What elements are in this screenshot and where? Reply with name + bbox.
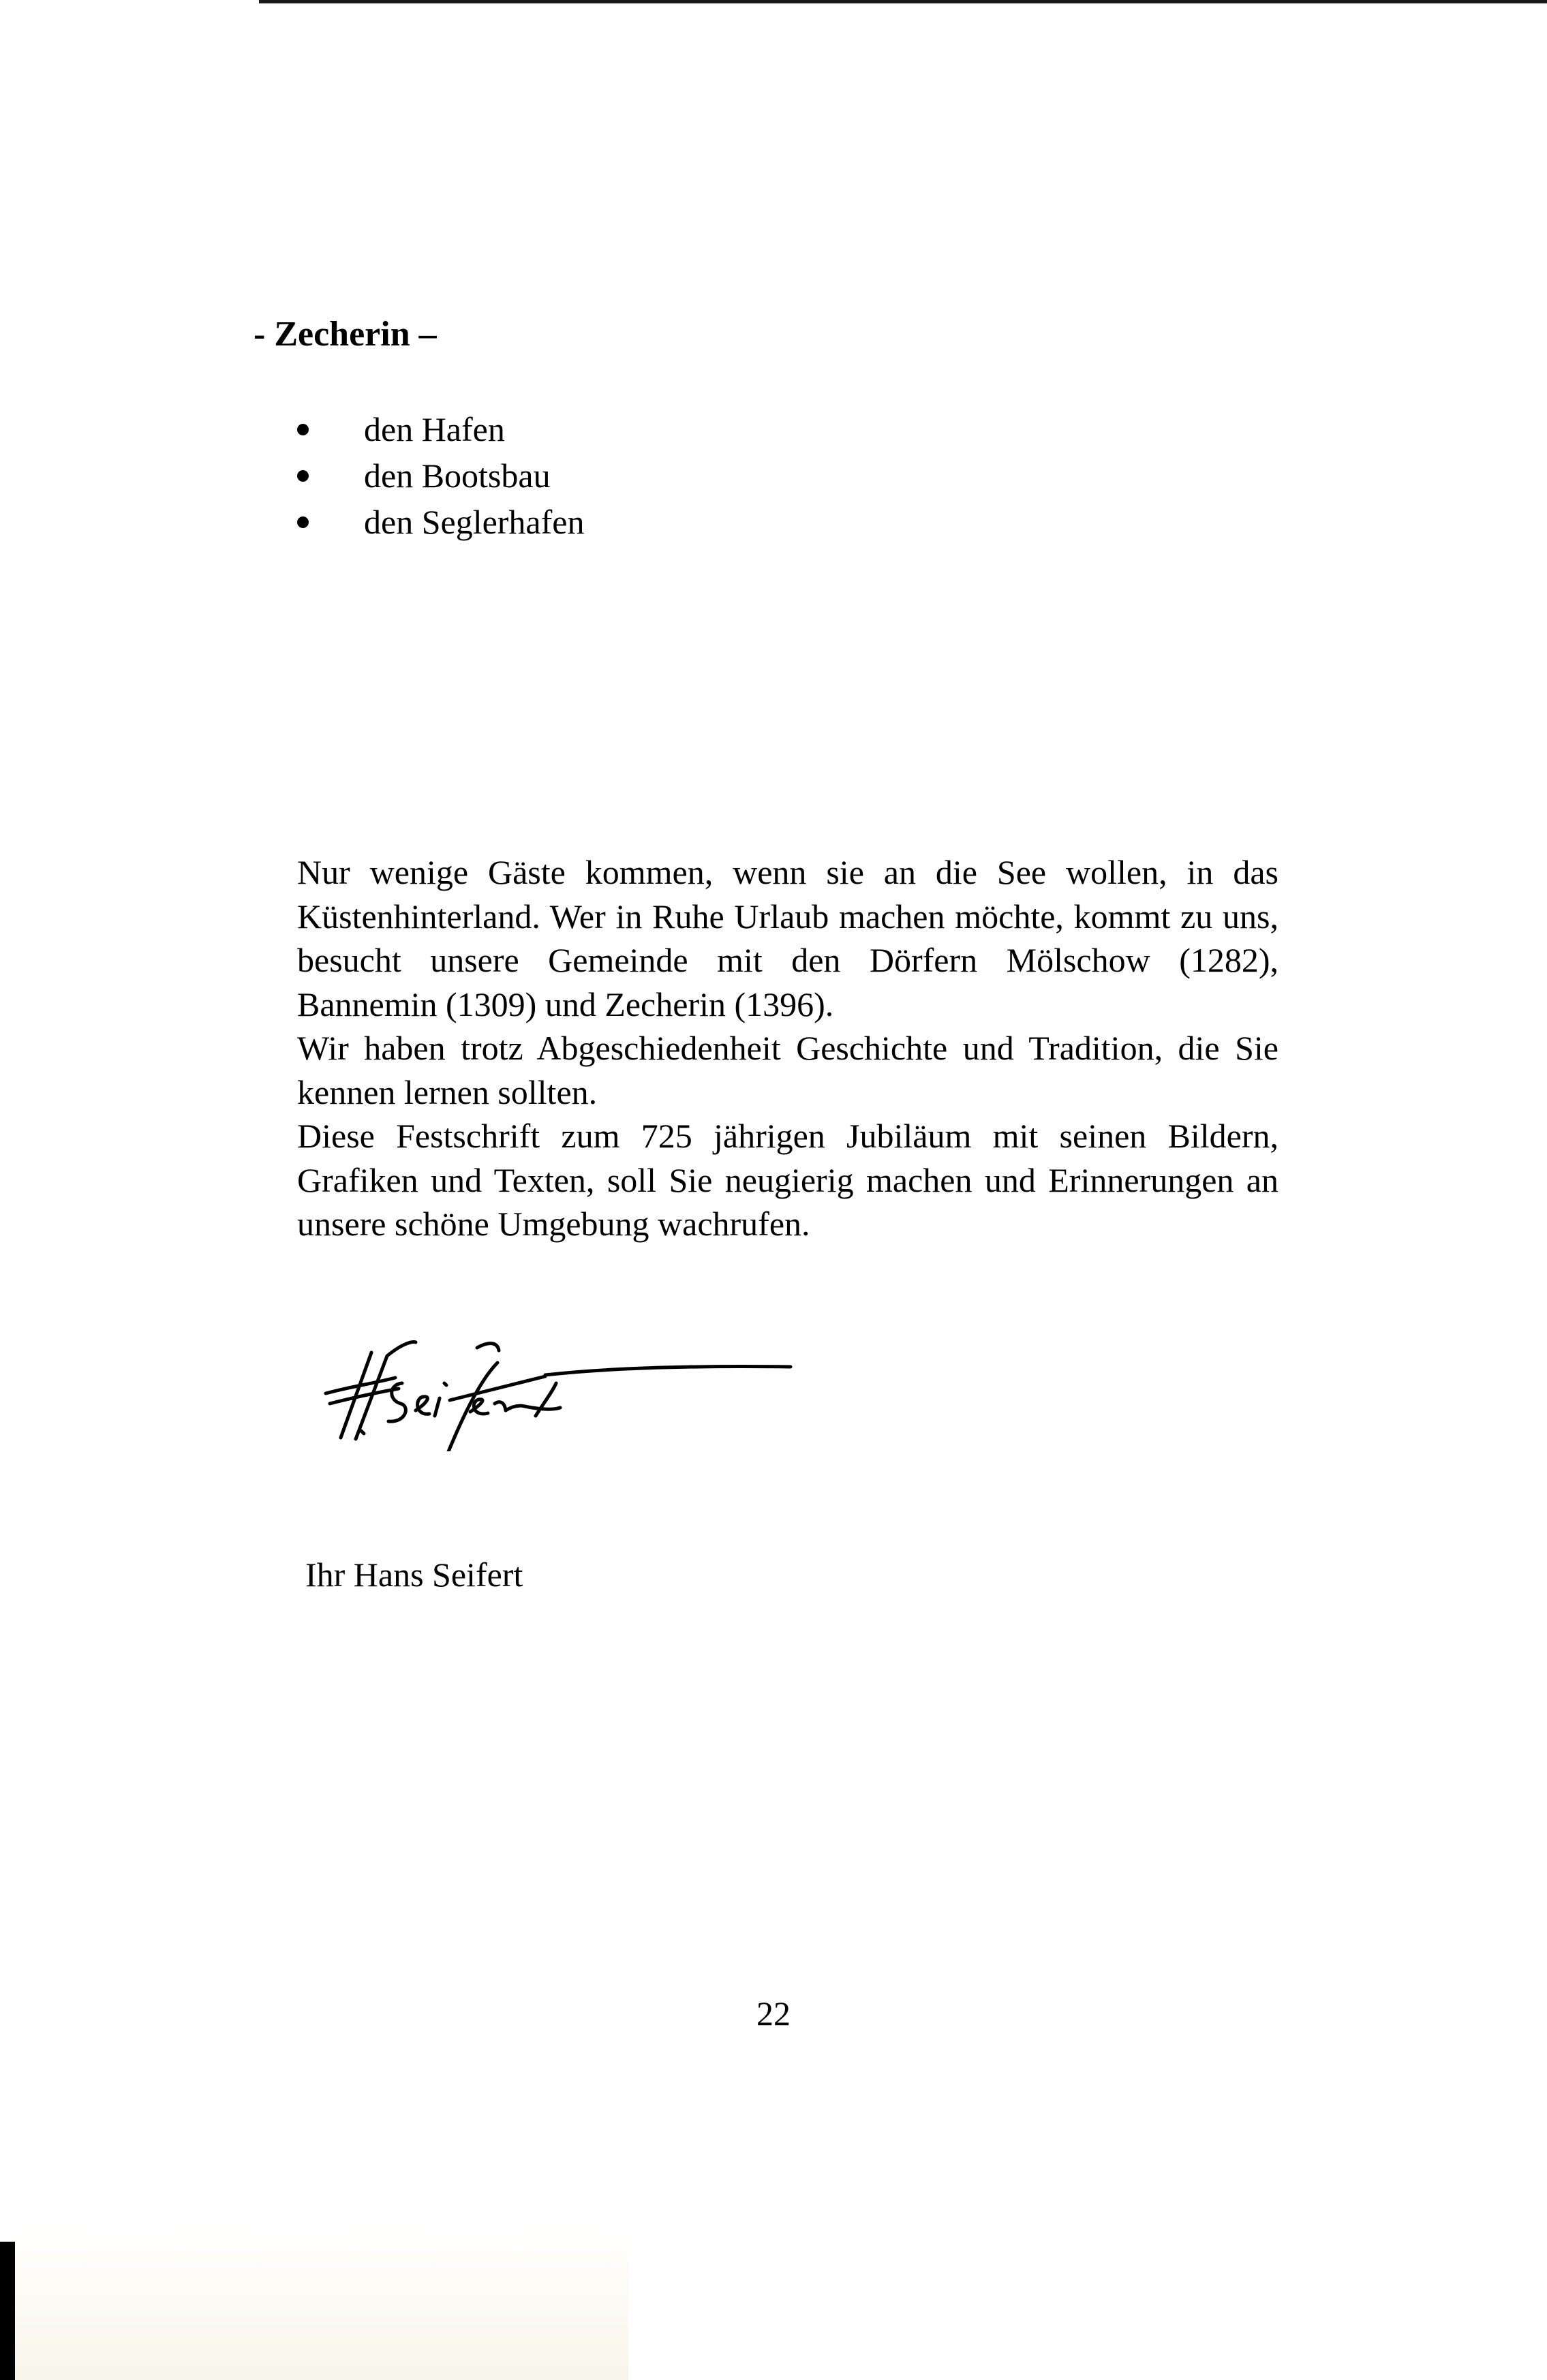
bullet-icon [297,516,309,528]
list-item-label: den Bootsbau [364,457,551,495]
scan-top-rule [259,0,1547,3]
paragraph: Nur wenige Gäste kommen, wenn sie an die See wollen, in das Küstenhinterland. Wer in Ruhe Urlaub machen möchte, kommt zu uns, besucht unsere Gemeinde mit den Dörfern Mölschow (1282), Bannemin (1309) und Zecherin (1396). [297,853,1278,1023]
scan-shading [15,2221,628,2380]
paragraph: Diese Festschrift zum 725 jährigen Jubiläum mit seinen Bildern, Grafiken und Texten, soll Sie neugierig machen und Erinnerungen an unsere schöne Umgebung wachrufen. [297,1117,1278,1243]
scan-left-edge [0,2242,15,2380]
bullet-icon [297,424,309,435]
list-item [293,406,584,452]
list-item-label: den Seglerhafen [364,503,585,541]
signature-image [320,1335,797,1451]
list-item-label: den Hafen [364,410,505,448]
paragraph: Wir haben trotz Abgeschiedenheit Geschichte und Tradition, die Sie kennen lernen sollten. [297,1029,1278,1111]
bullet-icon [297,470,309,482]
signoff-name: Ihr Hans Seifert [305,1556,523,1594]
page-number: 22 [756,1994,791,2033]
list-item [293,499,584,545]
bullet-list [293,406,584,545]
list-item [293,452,584,499]
section-title: - Zecherin – [254,315,437,354]
body-text [297,850,1278,1246]
